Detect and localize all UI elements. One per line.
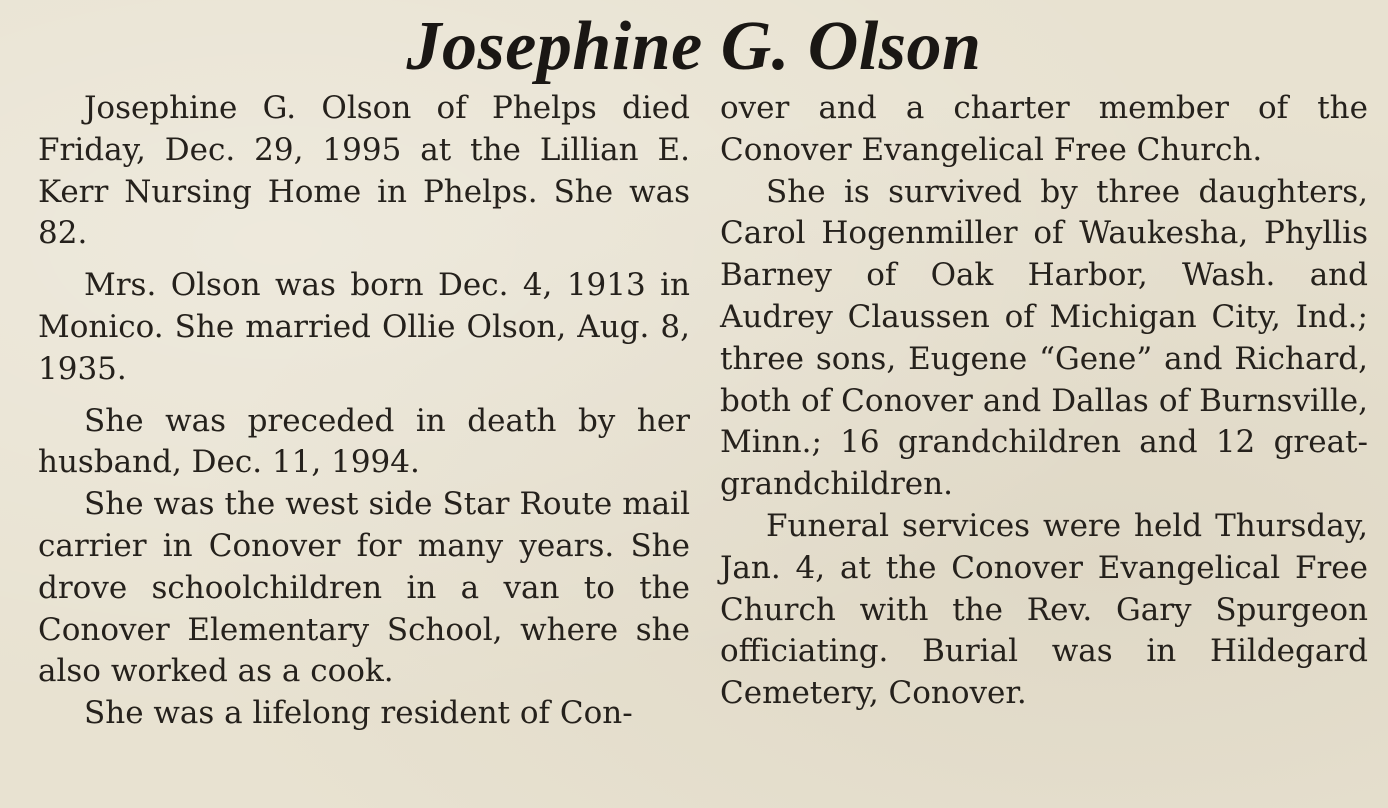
paragraph-residence-start: She was a lifelong resident of Con- [84,695,633,732]
paragraph-birth-marriage: Mrs. Olson was born Dec. 4, 1913 in Monico. She married Ollie Olson, Aug. 8, 1935. [38,267,690,387]
paragraph-death-notice: Josephine G. Olson of Phelps died Friday, Dec. 29, 1995 at the Lillian E. Kerr Nursing Home in Phelps. She was 82. [38,90,690,252]
paragraph-career: She was the west side Star Route mail carrier in Conover for many years. She drove schoolchildren in a van to the Conover Elementary School, where she also worked as a cook. [38,486,690,690]
left-column [38,88,690,735]
paragraph-preceded-in-death: She was preceded in death by her husband, Dec. 11, 1994. [38,402,690,481]
paragraph-funeral-services: Funeral services were held Thursday, Jan. 4, at the Conover Evangelical Free Church with the Rev. Gary Spurgeon officiating. Burial was in Hildegard Cemetery, Conover. [720,507,1368,712]
right-column [720,88,1368,715]
paragraph-survivors: She is survived by three daughters, Carol Hogenmiller of Waukesha, Phyllis Barney of Oak Harbor, Wash. and Audrey Claussen of Michigan City, Ind.; three sons, Eugene “Gene” and Richard, both of Conover and Dallas of Burnsville, Minn.; 16 grandchildren and 12 great-grandchildren. [720,173,1368,503]
obituary-headline: Josephine G. Olson [406,8,982,85]
paragraph-residence-continued: over and a charter member of the Conover Evangelical Free Church. [720,90,1368,168]
